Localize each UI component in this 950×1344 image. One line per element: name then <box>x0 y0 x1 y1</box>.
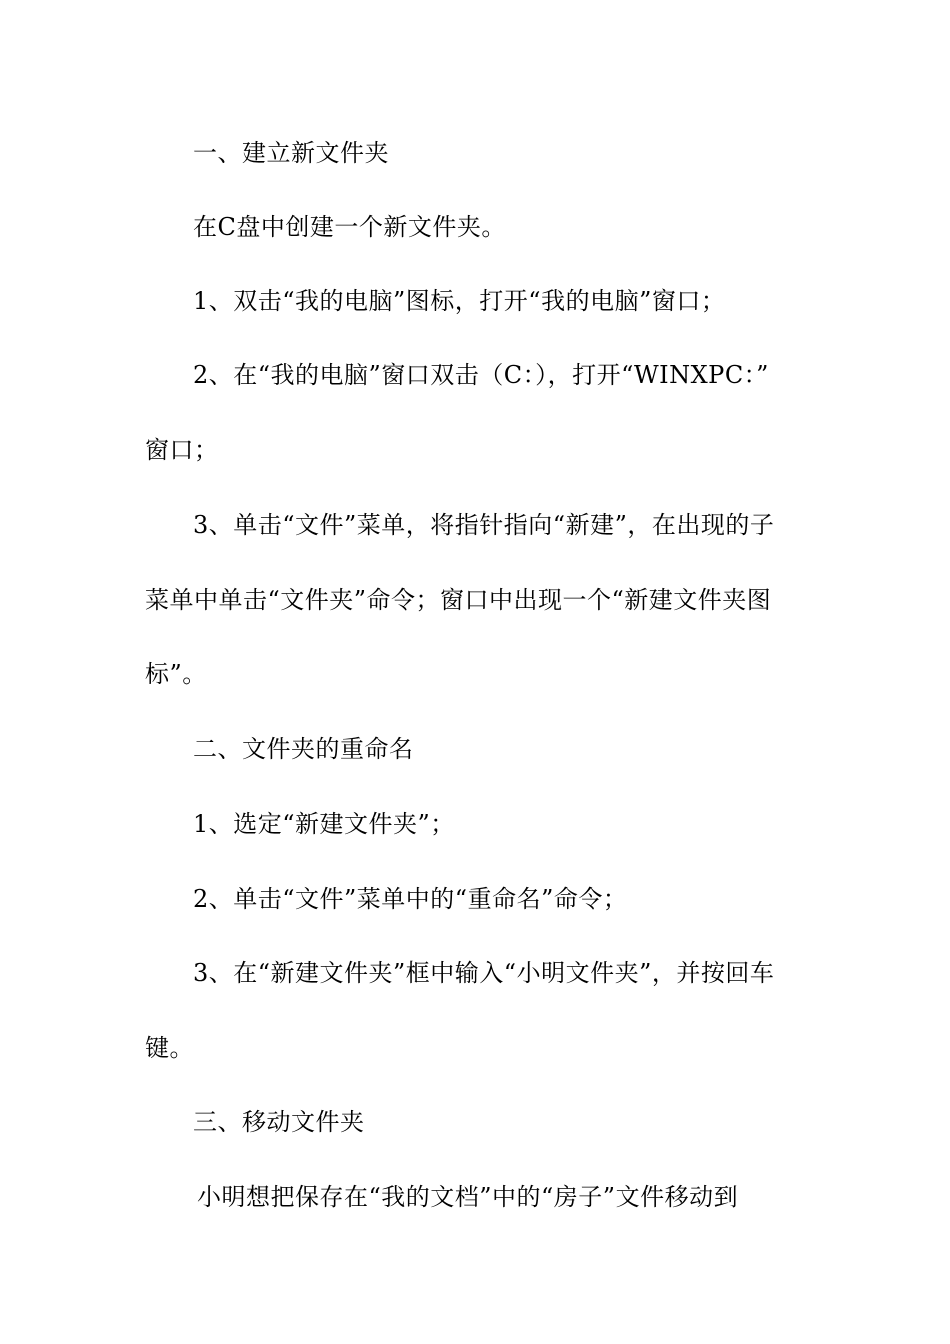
paragraph-line: 小明想把保存在“我的文档”中的“房子”文件移动到 <box>197 1183 739 1211</box>
step-line: 2、单击“文件”菜单中的“重命名”命令； <box>193 885 628 913</box>
paragraph-line: 标”。 <box>145 660 207 688</box>
paragraph-line: 在C盘中创建一个新文件夹。 <box>193 213 506 241</box>
step-line: 3、单击“文件”菜单，将指针指向“新建”，在出现的子 <box>193 511 775 539</box>
section-heading-1: 一、建立新文件夹 <box>193 139 389 167</box>
step-line: 1、双击“我的电脑”图标，打开“我的电脑”窗口； <box>193 287 726 315</box>
section-heading-3: 三、移动文件夹 <box>193 1108 365 1136</box>
step-line: 2、在“我的电脑”窗口双击（C：），打开“WINXPC：” <box>193 361 769 389</box>
section-heading-2: 二、文件夹的重命名 <box>193 735 414 763</box>
paragraph-line: 菜单中单击“文件夹”命令；窗口中出现一个“新建文件夹图 <box>145 586 772 614</box>
step-line: 1、选定“新建文件夹”； <box>193 810 455 838</box>
paragraph-line: 窗口； <box>145 436 219 464</box>
step-line: 3、在“新建文件夹”框中输入“小明文件夹”，并按回车 <box>193 959 775 987</box>
paragraph-line: 键。 <box>145 1034 194 1062</box>
